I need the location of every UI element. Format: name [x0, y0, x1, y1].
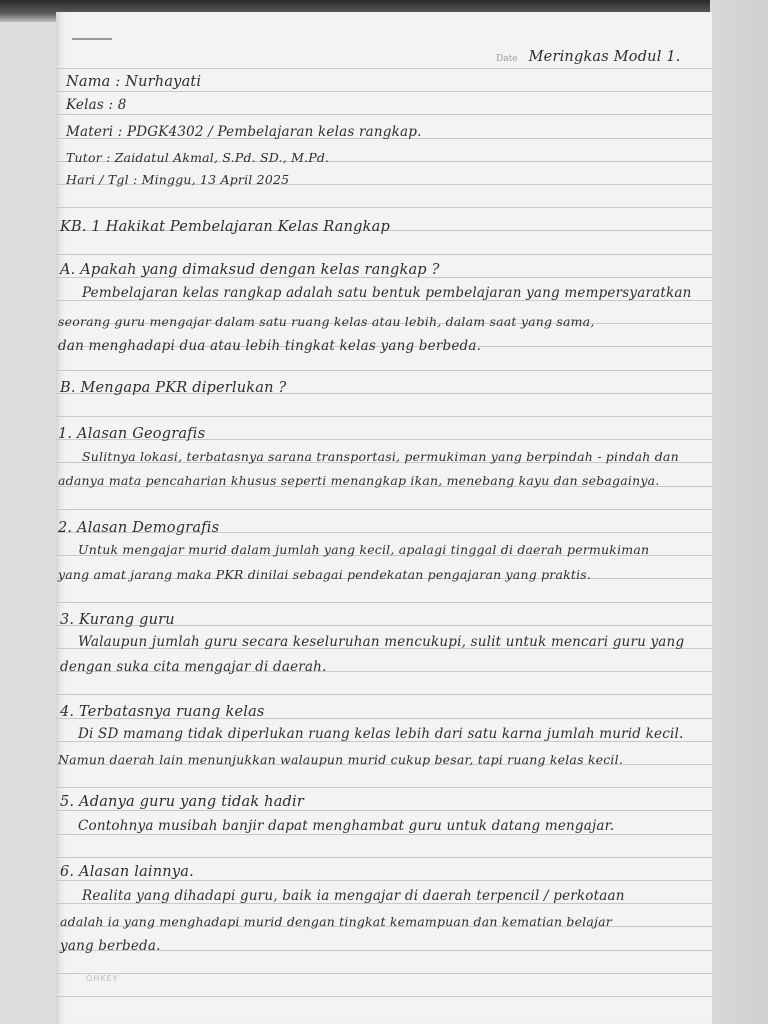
- ruled-line: [56, 509, 712, 510]
- ruled-line: [56, 996, 712, 997]
- ruled-line: [56, 787, 712, 788]
- answer-a-line: seorang guru mengajar dalam satu ruang kelas atau lebih, dalam saat yang sama,: [58, 314, 595, 329]
- header-small-label: Date: [496, 54, 518, 64]
- reason-line: adanya mata pencaharian khusus seperti menangkap ikan, menebang kayu dan sebagainya.: [58, 473, 660, 488]
- footer-watermark: OHKEY: [86, 974, 119, 983]
- student-name: Nama : Nurhayati: [66, 74, 202, 90]
- reason-line: yang berbeda.: [60, 938, 161, 954]
- course-subject: Materi : PDGK4302 / Pembelajaran kelas rangkap.: [66, 124, 422, 140]
- reason-title: 4. Terbatasnya ruang kelas: [60, 704, 265, 720]
- answer-a-line: Pembelajaran kelas rangkap adalah satu bentuk pembelajaran yang mempersyaratkan: [82, 285, 692, 301]
- ruled-line: [56, 973, 712, 974]
- reason-title: 2. Alasan Demografis: [58, 520, 220, 536]
- ruled-line: [56, 834, 712, 835]
- ruled-line: [56, 416, 712, 417]
- reason-line: yang amat jarang maka PKR dinilai sebagai pendekatan pengajaran yang praktis.: [58, 567, 592, 582]
- ruled-line: [56, 68, 712, 69]
- reason-line: Walaupun jumlah guru secara keseluruhan mencukupi, sulit untuk mencari guru yang: [78, 634, 685, 650]
- reason-line: Namun daerah lain menunjukkan walaupun murid cukup besar, tapi ruang kelas kecil.: [58, 752, 623, 767]
- reason-line: dengan suka cita mengajar di daerah.: [60, 659, 327, 675]
- ruled-line: [56, 254, 712, 255]
- notebook-page: [56, 12, 712, 1024]
- student-class: Kelas : 8: [66, 97, 127, 113]
- answer-a-line: dan menghadapi dua atau lebih tingkat kelas yang berbeda.: [58, 338, 482, 354]
- reason-title: 3. Kurang guru: [60, 612, 175, 628]
- ruled-line: [56, 370, 712, 371]
- question-a: A. Apakah yang dimaksud dengan kelas rangkap ?: [60, 262, 440, 278]
- reason-line: Sulitnya lokasi, terbatasnya sarana transportasi, permukiman yang berpindah - pindah dan: [82, 449, 679, 464]
- reason-line: adalah ia yang menghadapi murid dengan tingkat kemampuan dan kematian belajar: [60, 914, 612, 929]
- question-b: B. Mengapa PKR diperlukan ?: [60, 380, 287, 396]
- desk-background: [710, 0, 768, 1024]
- date-line: Hari / Tgl : Minggu, 13 April 2025: [66, 172, 290, 187]
- reason-line: Untuk mengajar murid dalam jumlah yang kecil, apalagi tinggal di daerah permukiman: [78, 542, 650, 557]
- ruled-line: [56, 857, 712, 858]
- ruled-line: [56, 207, 712, 208]
- ruled-line: [56, 810, 712, 811]
- ruled-line: [56, 91, 712, 92]
- margin-mark: [72, 38, 112, 40]
- ruled-line: [56, 114, 712, 115]
- kb-title: KB. 1 Hakikat Pembelajaran Kelas Rangkap: [60, 219, 390, 235]
- reason-line: Contohnya musibah banjir dapat menghambat guru untuk datang mengajar.: [78, 818, 615, 834]
- reason-title: 6. Alasan lainnya.: [60, 864, 194, 880]
- reason-line: Di SD mamang tidak diperlukan ruang kelas lebih dari satu karna jumlah murid kecil.: [78, 726, 684, 742]
- reason-line: Realita yang dihadapi guru, baik ia mengajar di daerah terpencil / perkotaan: [82, 888, 625, 904]
- tutor-name: Tutor : Zaidatul Akmal, S.Pd. SD., M.Pd.: [66, 150, 330, 165]
- page-title-text: Meringkas Modul 1.: [528, 49, 681, 65]
- reason-title: 5. Adanya guru yang tidak hadir: [60, 794, 305, 810]
- reason-title: 1. Alasan Geografis: [58, 426, 206, 442]
- ruled-line: [56, 694, 712, 695]
- ruled-line: [56, 880, 712, 881]
- ruled-line: [56, 602, 712, 603]
- page-title: [496, 46, 681, 65]
